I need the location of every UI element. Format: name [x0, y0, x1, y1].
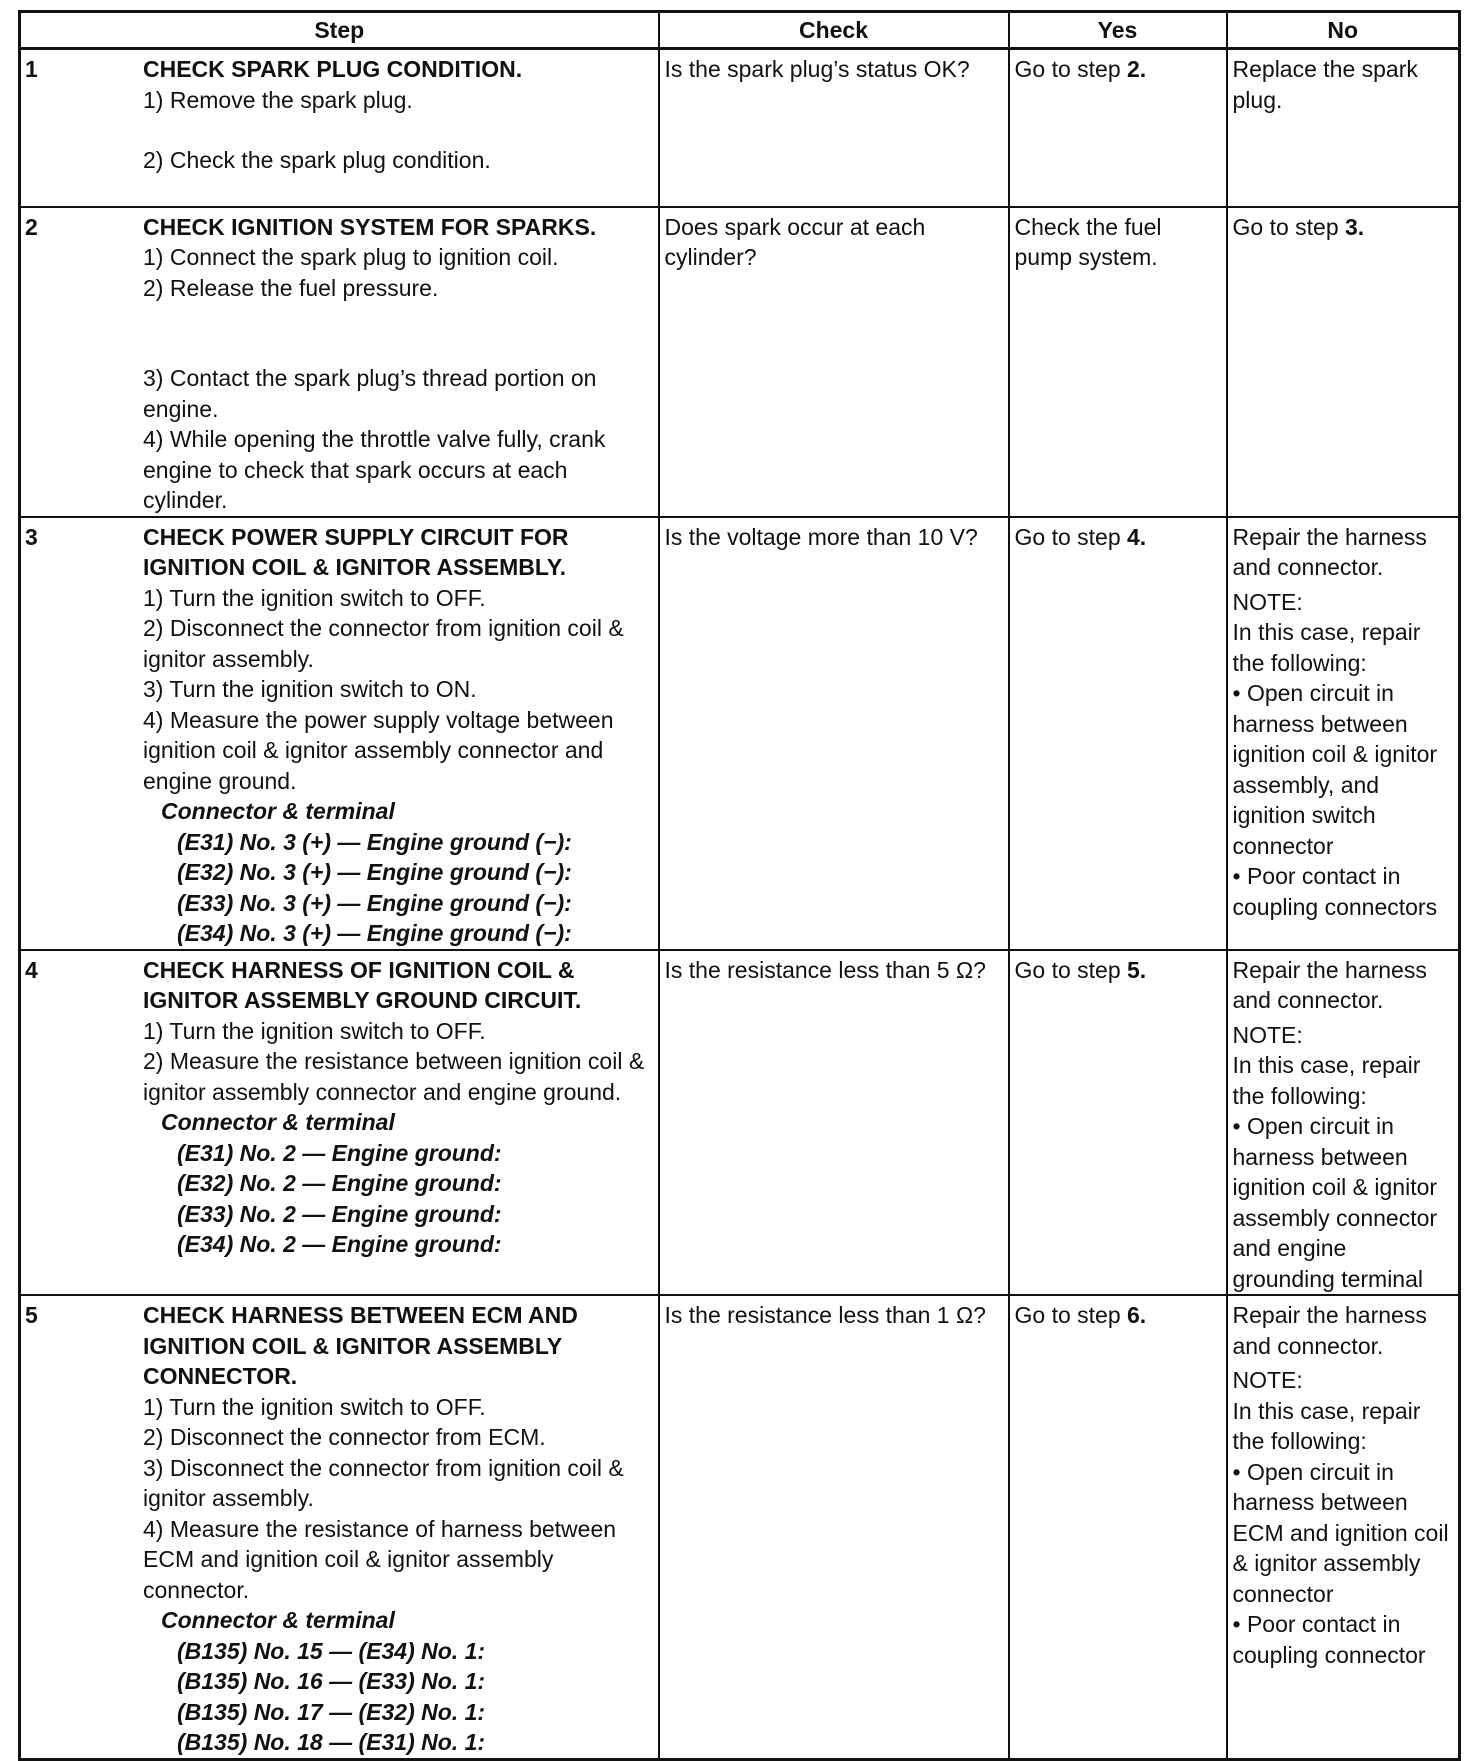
step-item: 4) Measure the power supply voltage between ignition coil & ignitor assembly connector and engine ground.	[143, 706, 614, 794]
yes-step-ref: 2.	[1127, 56, 1147, 82]
step-cell	[20, 517, 659, 950]
step-item: 2) Check the spark plug condition.	[143, 147, 491, 173]
table-row	[20, 49, 1460, 207]
note-bullet: • Open circuit in harness between ECM and ignition coil & ignitor assembly connector	[1232, 1458, 1449, 1607]
no-cell	[1227, 207, 1460, 517]
connector-terminal: (B135) No. 15 — (E34) No. 1:	[177, 1637, 486, 1664]
no-cell	[1227, 950, 1460, 1296]
step-item: 1) Connect the spark plug to ignition coil.	[143, 244, 559, 270]
note-bullet: • Poor contact in coupling connector	[1232, 1611, 1426, 1668]
yes-cell: Check the fuel pump system.	[1009, 207, 1227, 517]
yes-cell	[1009, 49, 1227, 207]
yes-cell	[1009, 517, 1227, 950]
no-cell: Replace the spark plug.	[1227, 49, 1460, 207]
step-cell	[20, 207, 659, 517]
step-number: 3	[25, 523, 38, 550]
note-label: NOTE:	[1232, 588, 1303, 615]
diagnostic-table-page	[18, 10, 1458, 1755]
step-cell	[20, 1295, 659, 1759]
check-cell: Is the resistance less than 5 Ω?	[659, 950, 1009, 1296]
step-cell	[20, 950, 659, 1296]
table-header-row	[20, 12, 1460, 49]
yes-cell	[1009, 1295, 1227, 1759]
step-item: 2) Disconnect the connector from ECM.	[143, 1424, 546, 1450]
step-title: CHECK IGNITION SYSTEM FOR SPARKS.	[143, 213, 597, 240]
header-yes: Yes	[1009, 12, 1227, 49]
no-step-ref: 3.	[1345, 213, 1365, 240]
connector-terminal: (E32) No. 3 (+) — Engine ground (−):	[177, 859, 572, 885]
step-item: 4) While opening the throttle valve fully, crank engine to check that spark occurs at each cylinder.	[143, 426, 606, 513]
check-cell: Is the voltage more than 10 V?	[659, 517, 1009, 950]
note-intro: In this case, repair the following:	[1232, 619, 1421, 676]
connector-terminal: (B135) No. 17 — (E32) No. 1:	[177, 1698, 486, 1725]
step-item: 3) Contact the spark plug’s thread portion on engine.	[143, 365, 597, 422]
connector-terminal: (E31) No. 3 (+) — Engine ground (−):	[177, 828, 572, 855]
note-intro: In this case, repair the following:	[1232, 1052, 1421, 1109]
step-item: 4) Measure the resistance of harness between ECM and ignition coil & ignitor assembly connector.	[143, 1515, 617, 1603]
connector-terminal: (E33) No. 3 (+) — Engine ground (−):	[177, 889, 572, 916]
step-number: 5	[25, 1302, 38, 1328]
step-item: 1) Turn the ignition switch to OFF.	[143, 1393, 486, 1420]
connector-terminal: (E34) No. 2 — Engine ground:	[177, 1231, 502, 1257]
yes-cell	[1009, 950, 1227, 1296]
yes-prefix: Go to step	[1014, 523, 1128, 550]
header-check: Check	[659, 12, 1009, 49]
connector-terminal: (E33) No. 2 — Engine ground:	[177, 1200, 502, 1227]
check-cell: Is the resistance less than 1 Ω?	[659, 1295, 1009, 1759]
step-title: CHECK HARNESS OF IGNITION COIL & IGNITOR ASSEMBLY GROUND CIRCUIT.	[143, 956, 582, 1013]
connector-terminal: (E34) No. 3 (+) — Engine ground (−):	[177, 920, 572, 946]
diagnostic-table	[18, 10, 1461, 1761]
note-intro: In this case, repair the following:	[1232, 1397, 1421, 1454]
connector-terminal: (B135) No. 18 — (E31) No. 1:	[177, 1729, 486, 1755]
step-number: 1	[25, 56, 38, 82]
yes-prefix: Go to step	[1014, 956, 1128, 983]
table-row	[20, 950, 1460, 1296]
step-title: CHECK SPARK PLUG CONDITION.	[143, 56, 523, 82]
step-item: 1) Turn the ignition switch to OFF.	[143, 1017, 486, 1044]
note-bullet: • Open circuit in harness between ignition coil & ignitor assembly, and ignition switch connector	[1232, 680, 1438, 859]
step-item: 2) Disconnect the connector from ignition coil & ignitor assembly.	[143, 615, 624, 672]
table-row	[20, 1295, 1460, 1759]
note-label: NOTE:	[1232, 1021, 1303, 1048]
yes-prefix: Go to step	[1014, 56, 1128, 82]
no-remedy: Repair the harness and connector.	[1232, 1302, 1427, 1359]
no-cell	[1227, 517, 1460, 950]
yes-prefix: Go to step	[1014, 1302, 1128, 1328]
check-cell: Is the spark plug’s status OK?	[659, 49, 1009, 207]
table-row	[20, 207, 1460, 517]
yes-step-ref: 6.	[1127, 1302, 1147, 1328]
step-item: 2) Measure the resistance between ignition coil & ignitor assembly connector and engine ground.	[143, 1048, 645, 1105]
no-cell	[1227, 1295, 1460, 1759]
connector-terminal: (E31) No. 2 — Engine ground:	[177, 1139, 502, 1166]
header-no: No	[1227, 12, 1460, 49]
no-remedy: Repair the harness and connector.	[1232, 956, 1427, 1013]
check-cell: Does spark occur at each cylinder?	[659, 207, 1009, 517]
yes-step-ref: 4.	[1127, 523, 1147, 550]
step-title: CHECK HARNESS BETWEEN ECM AND IGNITION COIL & IGNITOR ASSEMBLY CONNECTOR.	[143, 1302, 578, 1389]
connector-terminal: (E32) No. 2 — Engine ground:	[177, 1170, 502, 1196]
connector-label: Connector & terminal	[161, 1607, 395, 1633]
step-cell	[20, 49, 659, 207]
header-step: Step	[20, 12, 659, 49]
connector-label: Connector & terminal	[161, 1109, 395, 1135]
connector-terminal: (B135) No. 16 — (E33) No. 1:	[177, 1668, 486, 1694]
no-remedy: Repair the harness and connector.	[1232, 523, 1427, 580]
step-item: 1) Remove the spark plug.	[143, 86, 413, 113]
note-label: NOTE:	[1232, 1367, 1303, 1393]
yes-step-ref: 5.	[1127, 956, 1147, 983]
step-number: 4	[25, 956, 38, 983]
step-number: 2	[25, 213, 38, 240]
no-prefix: Go to step	[1232, 213, 1346, 240]
step-item: 3) Turn the ignition switch to ON.	[143, 676, 477, 702]
table-row	[20, 517, 1460, 950]
step-item: 3) Disconnect the connector from ignition coil & ignitor assembly.	[143, 1454, 624, 1511]
step-item: 1) Turn the ignition switch to OFF.	[143, 584, 486, 611]
note-bullet: • Open circuit in harness between ignition coil & ignitor assembly connector and engine grounding terminal	[1232, 1113, 1438, 1292]
note-bullet: • Poor contact in coupling connectors	[1232, 863, 1438, 920]
connector-label: Connector & terminal	[161, 798, 395, 824]
step-title: CHECK POWER SUPPLY CIRCUIT FOR IGNITION COIL & IGNITOR ASSEMBLY.	[143, 523, 569, 580]
step-item: 2) Release the fuel pressure.	[143, 274, 439, 301]
